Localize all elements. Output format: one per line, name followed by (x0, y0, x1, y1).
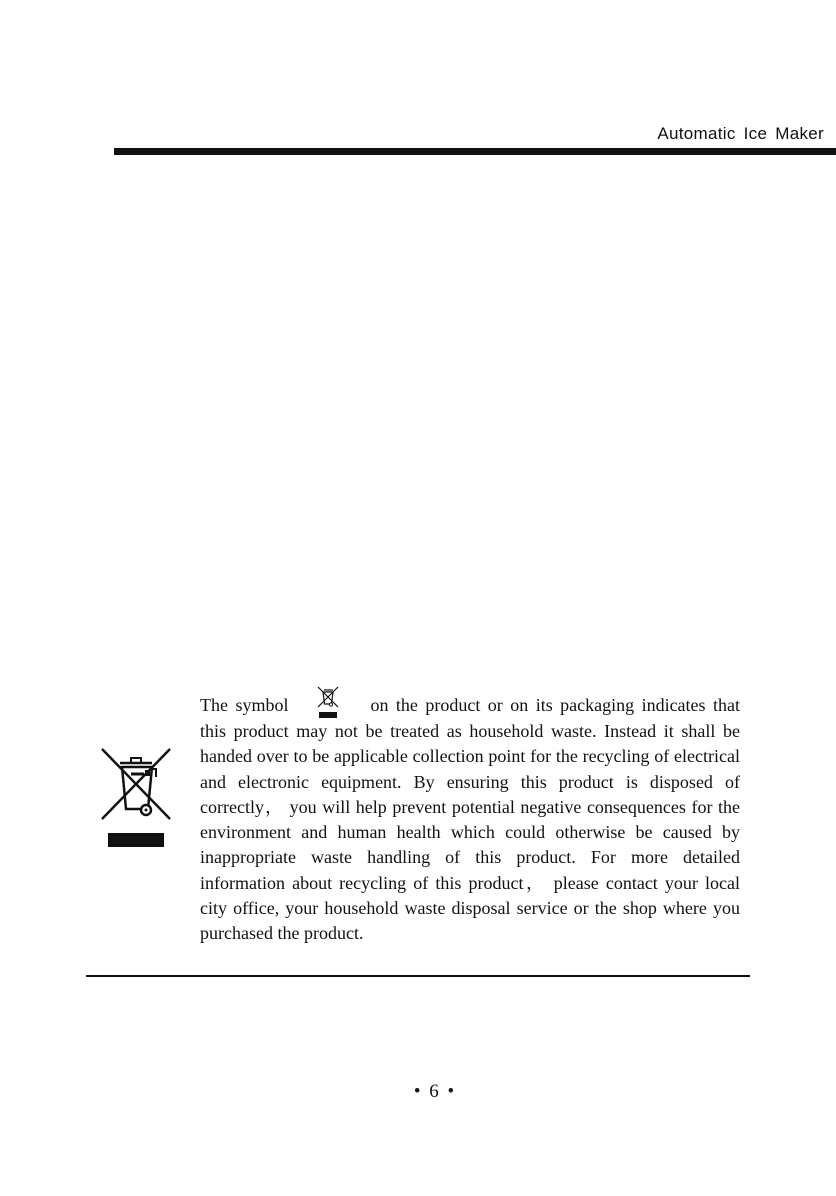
crossed-out-wheelie-bin-icon (98, 747, 174, 847)
page-header-title: Automatic Ice Maker (657, 124, 824, 143)
footer-rule (86, 975, 750, 977)
header-rule (114, 148, 836, 155)
notice-text-lead: The symbol (200, 695, 289, 715)
disposal-notice (200, 686, 740, 947)
notice-text-body: on the product or on its packaging indicates that this product may not be treated as household waste. Instead it shall be handed over to be applicable collection point for the recycling of electrical and electronic equipment. By ensuring this product is disposed of correctly， you will help prevent potential negative consequences for the environment and human health which could otherwise be caused by inappropriate waste handling of this product. For more detailed information about recycling of this product， please contact your local city office, your household waste disposal service or the shop where you purchased the product. (200, 695, 740, 944)
crossed-out-wheelie-bin-inline-icon (316, 686, 340, 719)
page-number: • 6 • (413, 1081, 457, 1102)
